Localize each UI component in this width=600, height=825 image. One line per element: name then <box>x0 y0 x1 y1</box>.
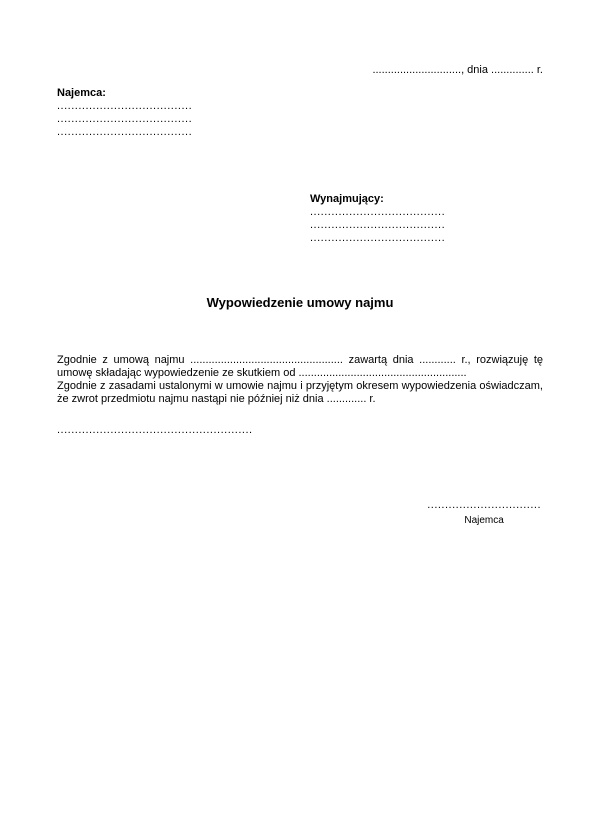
tenant-blank-line-1: ...................................... <box>57 100 193 112</box>
tenant-label: Najemca: <box>57 87 106 99</box>
tenant-blank-line-3: ...................................... <box>57 126 193 138</box>
landlord-blank-line-1: ...................................... <box>310 206 446 218</box>
document-body <box>57 354 543 406</box>
body-paragraph-2: Zgodnie z zasadami ustalonymi w umowie najmu i przyjętym okresem wypowiedzenia oświadczam, że zwrot przedmiotu najmu nastąpi nie później niż dnia ............. r. <box>57 380 543 405</box>
landlord-blank-line-2: ...................................... <box>310 219 446 231</box>
signature-label: Najemca <box>464 515 504 526</box>
landlord-blank-line-3: ...................................... <box>310 232 446 244</box>
signature-area <box>427 499 541 527</box>
fill-in-blank-line: ....................................................... <box>57 424 253 436</box>
signature-blank-line: ................................ <box>427 499 541 511</box>
date-line: ............................., dnia .............. r. <box>372 64 543 76</box>
signature-block <box>57 499 543 527</box>
body-paragraph-1: Zgodnie z umową najmu .................................................. zawartą dnia ............ r., rozwiązuję tę umowę składając wypowiedzenie ze skutkiem od ....................................................... <box>57 354 543 379</box>
document-title: Wypowiedzenie umowy najmu <box>206 295 394 310</box>
landlord-block <box>310 193 543 245</box>
tenant-blank-line-2: ...................................... <box>57 113 193 125</box>
landlord-label: Wynajmujący: <box>310 193 384 205</box>
tenant-block <box>57 87 543 139</box>
